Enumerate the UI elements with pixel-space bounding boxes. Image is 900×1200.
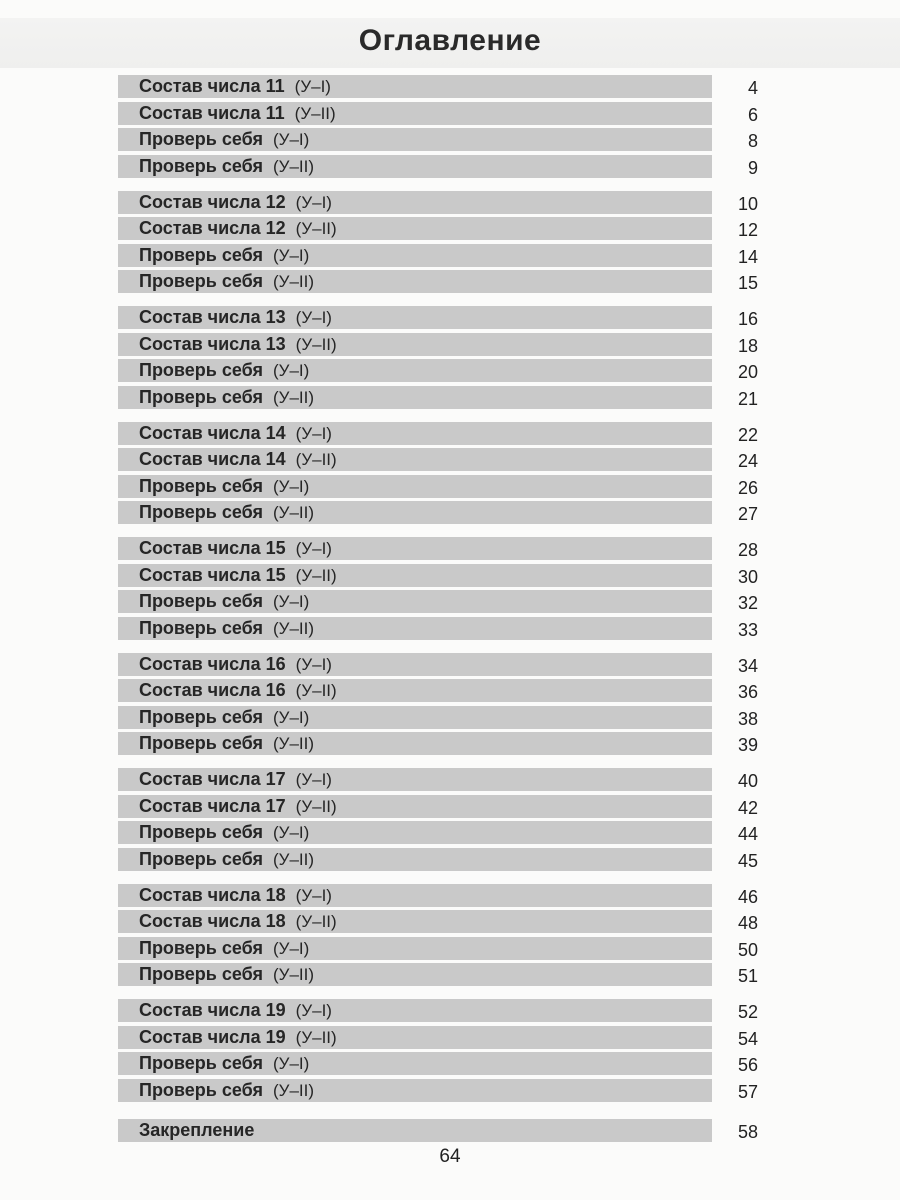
entry-variant: (У–II): [273, 387, 315, 407]
entry-variant: (У–II): [295, 334, 337, 354]
entry-variant: (У–I): [273, 592, 310, 611]
entry-title-text: Состав числа 19: [139, 1026, 286, 1047]
entry-title: [139, 654, 332, 675]
toc-entry[interactable]: [118, 847, 768, 873]
entry-title: [139, 218, 337, 239]
entry-title: [139, 1080, 314, 1101]
entry-variant: (У–II): [273, 618, 315, 638]
entry-page-number: 14: [737, 246, 758, 267]
toc-entry[interactable]: [118, 767, 768, 793]
entry-title: [139, 387, 314, 408]
entry-title: [139, 271, 314, 292]
toc-entry[interactable]: [118, 883, 768, 909]
entry-variant: (У–I): [273, 476, 310, 496]
toc-section: [118, 421, 768, 527]
toc-entry[interactable]: [118, 305, 768, 331]
entry-variant: (У–II): [273, 156, 315, 176]
entry-title: [139, 307, 332, 328]
toc-entry[interactable]: [118, 421, 768, 447]
entry-page-number: 24: [737, 451, 758, 471]
toc-entry[interactable]: [118, 74, 768, 100]
entry-title-text: Проверь себя: [139, 706, 263, 727]
entry-title-text: Состав числа 15: [139, 564, 286, 585]
toc-entry[interactable]: [118, 447, 768, 473]
toc-entry[interactable]: [118, 1025, 768, 1051]
entry-title: [139, 591, 309, 612]
entry-title: [139, 796, 337, 817]
entry-page-number: 42: [737, 797, 758, 818]
entry-variant: (У–II): [295, 219, 337, 238]
toc-entry[interactable]: [118, 1118, 768, 1144]
toc-entry[interactable]: [118, 998, 768, 1024]
entry-title-text: Проверь себя: [139, 591, 263, 611]
toc-entry[interactable]: [118, 385, 768, 411]
entry-title-text: Проверь себя: [139, 155, 263, 176]
entry-page-number: 45: [737, 850, 758, 871]
entry-page-number: 9: [747, 157, 758, 178]
toc-entry[interactable]: [118, 962, 768, 988]
toc-entry[interactable]: [118, 909, 768, 935]
entry-page-number: 40: [737, 771, 758, 791]
entry-title: [139, 423, 332, 444]
entry-title: [139, 938, 309, 959]
entry-page-number: 46: [737, 886, 758, 907]
entry-title: [139, 334, 337, 355]
entry-variant: (У–I): [295, 1001, 332, 1020]
toc-entry[interactable]: [118, 705, 768, 731]
entry-variant: (У–II): [273, 849, 315, 869]
entry-page-number: 27: [737, 504, 758, 524]
entry-title: [139, 156, 314, 177]
table-of-contents: [118, 74, 768, 1144]
entry-title-text: Проверь себя: [139, 271, 263, 291]
entry-title-text: Проверь себя: [139, 733, 263, 753]
entry-title-text: Проверь себя: [139, 617, 263, 638]
entry-title-text: Состав числа 14: [139, 449, 286, 469]
entry-page-number: 52: [737, 1002, 758, 1022]
entry-title-text: Состав числа 15: [139, 538, 286, 558]
entry-title: [139, 245, 309, 266]
entry-title: [139, 707, 309, 728]
entry-title-text: Проверь себя: [139, 244, 263, 265]
entry-title: [139, 565, 337, 586]
entry-variant: (У–II): [295, 796, 337, 816]
toc-entry[interactable]: [118, 536, 768, 562]
entry-variant: (У–II): [295, 681, 337, 700]
entry-title: [139, 360, 309, 381]
entry-page-number: 54: [737, 1028, 758, 1049]
entry-variant: (У–II): [295, 912, 337, 931]
toc-section: [118, 1118, 768, 1144]
toc-section: [118, 190, 768, 296]
toc-entry[interactable]: [118, 563, 768, 589]
toc-entry[interactable]: [118, 500, 768, 526]
entry-page-number: 20: [737, 362, 758, 382]
entry-variant: (У–I): [295, 885, 332, 905]
entry-variant: (У–II): [273, 734, 315, 753]
toc-section: [118, 74, 768, 180]
entry-page-number: 38: [737, 708, 758, 729]
entry-title: [139, 1027, 337, 1048]
entry-page-number: 57: [737, 1081, 758, 1102]
toc-entry[interactable]: [118, 474, 768, 500]
entry-title-text: Проверь себя: [139, 822, 263, 842]
toc-section: [118, 652, 768, 758]
entry-variant: (У–I): [273, 245, 310, 265]
entry-title-text: Состав числа 13: [139, 333, 286, 354]
entry-title-text: Проверь себя: [139, 937, 263, 958]
entry-title-text: Состав числа 16: [139, 653, 286, 674]
entry-variant: (У–I): [295, 654, 332, 674]
toc-entry[interactable]: [118, 936, 768, 962]
entry-page-number: 34: [737, 655, 758, 676]
toc-entry[interactable]: [118, 101, 768, 127]
entry-page-number: 33: [737, 619, 758, 640]
entry-title-text: Состав числа 18: [139, 911, 286, 931]
entry-title: [139, 1120, 264, 1141]
toc-entry[interactable]: [118, 243, 768, 269]
entry-title-text: Состав числа 17: [139, 769, 286, 789]
entry-title: [139, 885, 332, 906]
entry-title: [139, 733, 314, 754]
entry-page-number: 4: [747, 78, 758, 98]
entry-title: [139, 1000, 332, 1021]
entry-page-number: 44: [737, 824, 758, 844]
toc-section: [118, 536, 768, 642]
entry-title-text: Состав числа 14: [139, 422, 286, 443]
entry-variant: (У–II): [273, 503, 315, 522]
entry-title-text: Состав числа 16: [139, 680, 286, 700]
entry-page-number: 12: [737, 220, 758, 240]
entry-title-text: Проверь себя: [139, 1053, 263, 1073]
entry-title-text: Состав числа 18: [139, 884, 286, 905]
entry-page-number: 50: [737, 939, 758, 960]
toc-section: [118, 883, 768, 989]
toc-entry[interactable]: [118, 794, 768, 820]
entry-page-number: 10: [737, 193, 758, 214]
entry-title-text: Состав числа 11: [139, 76, 285, 96]
entry-variant: (У–II): [273, 965, 315, 984]
toc-section: [118, 767, 768, 873]
entry-variant: (У–I): [273, 1054, 310, 1073]
toc-entry[interactable]: [118, 589, 768, 615]
toc-entry[interactable]: [118, 358, 768, 384]
toc-entry[interactable]: [118, 678, 768, 704]
entry-variant: (У–I): [295, 192, 332, 212]
entry-variant: (У–I): [295, 539, 332, 558]
toc-entry[interactable]: [118, 332, 768, 358]
entry-title-text: Состав числа 13: [139, 307, 286, 327]
entry-page-number: 22: [737, 424, 758, 445]
toc-entry[interactable]: [118, 190, 768, 216]
entry-title: [139, 538, 332, 559]
toc-entry[interactable]: [118, 1051, 768, 1077]
entry-page-number: 51: [737, 966, 758, 986]
entry-page-number: 26: [737, 477, 758, 498]
entry-variant: (У–II): [295, 1027, 337, 1047]
entry-page-number: 16: [737, 309, 758, 329]
toc-entry[interactable]: [118, 216, 768, 242]
entry-page-number: 36: [737, 682, 758, 702]
page-title: Оглавление: [358, 24, 542, 57]
entry-page-number: 48: [737, 913, 758, 933]
entry-variant: (У–II): [273, 272, 315, 291]
entry-title: [139, 192, 332, 213]
entry-page-number: 6: [747, 104, 758, 125]
entry-title-text: Проверь себя: [139, 129, 263, 149]
entry-title: [139, 618, 314, 639]
entry-title-text: Состав числа 12: [139, 218, 286, 238]
entry-title: [139, 1053, 309, 1074]
entry-title-text: Проверь себя: [139, 502, 263, 522]
entry-variant: (У–I): [295, 308, 332, 327]
entry-title: [139, 449, 337, 470]
entry-title: [139, 476, 309, 497]
entry-title: [139, 911, 337, 932]
toc-entry[interactable]: [118, 820, 768, 846]
entry-variant: (У–I): [273, 361, 310, 380]
entry-variant: (У–I): [294, 77, 331, 96]
entry-page-number: 58: [737, 1121, 758, 1142]
entry-title: [139, 849, 314, 870]
entry-title: [139, 680, 337, 701]
toc-section: [118, 998, 768, 1104]
entry-page-number: 56: [737, 1055, 758, 1075]
entry-variant: (У–II): [294, 103, 336, 123]
entry-page-number: 28: [737, 540, 758, 560]
entry-page-number: 21: [737, 388, 758, 409]
entry-variant: (У–I): [273, 823, 310, 842]
entry-title: [139, 76, 331, 97]
entry-variant: (У–I): [273, 938, 310, 958]
toc-entry[interactable]: [118, 154, 768, 180]
entry-title-text: Состав числа 11: [139, 102, 285, 123]
page-number: 64: [439, 1146, 461, 1167]
toc-entry[interactable]: [118, 269, 768, 295]
entry-variant: (У–II): [295, 565, 337, 585]
entry-page-number: 18: [737, 335, 758, 356]
entry-variant: (У–II): [295, 450, 337, 469]
entry-page-number: 8: [747, 131, 758, 151]
entry-title-text: Состав числа 19: [139, 1000, 286, 1020]
toc-entry[interactable]: [118, 652, 768, 678]
entry-page-number: 39: [737, 735, 758, 755]
entry-title: [139, 822, 309, 843]
entry-title-text: Закрепление: [139, 1119, 255, 1140]
entry-title: [139, 769, 332, 790]
entry-title-text: Проверь себя: [139, 1079, 263, 1100]
toc-entry[interactable]: [118, 616, 768, 642]
entry-title: [139, 103, 336, 124]
toc-entry[interactable]: [118, 1078, 768, 1104]
entry-title-text: Проверь себя: [139, 964, 263, 984]
toc-entry[interactable]: [118, 127, 768, 153]
entry-variant: (У–I): [295, 770, 332, 789]
entry-title: [139, 129, 309, 150]
entry-title-text: Проверь себя: [139, 360, 263, 380]
entry-variant: (У–I): [273, 130, 310, 149]
entry-title-text: Проверь себя: [139, 386, 263, 407]
entry-variant: (У–I): [295, 423, 332, 443]
entry-title-text: Проверь себя: [139, 848, 263, 869]
entry-title-text: Состав числа 12: [139, 191, 286, 212]
toc-section: [118, 305, 768, 411]
entry-page-number: 15: [737, 273, 758, 293]
entry-title: [139, 502, 314, 523]
entry-title-text: Проверь себя: [139, 475, 263, 496]
entry-title: [139, 964, 314, 985]
toc-entry[interactable]: [118, 731, 768, 757]
entry-variant: (У–II): [273, 1080, 315, 1100]
entry-page-number: 32: [737, 593, 758, 613]
entry-variant: (У–I): [273, 707, 310, 727]
entry-title-text: Состав числа 17: [139, 795, 286, 816]
entry-page-number: 30: [737, 566, 758, 587]
